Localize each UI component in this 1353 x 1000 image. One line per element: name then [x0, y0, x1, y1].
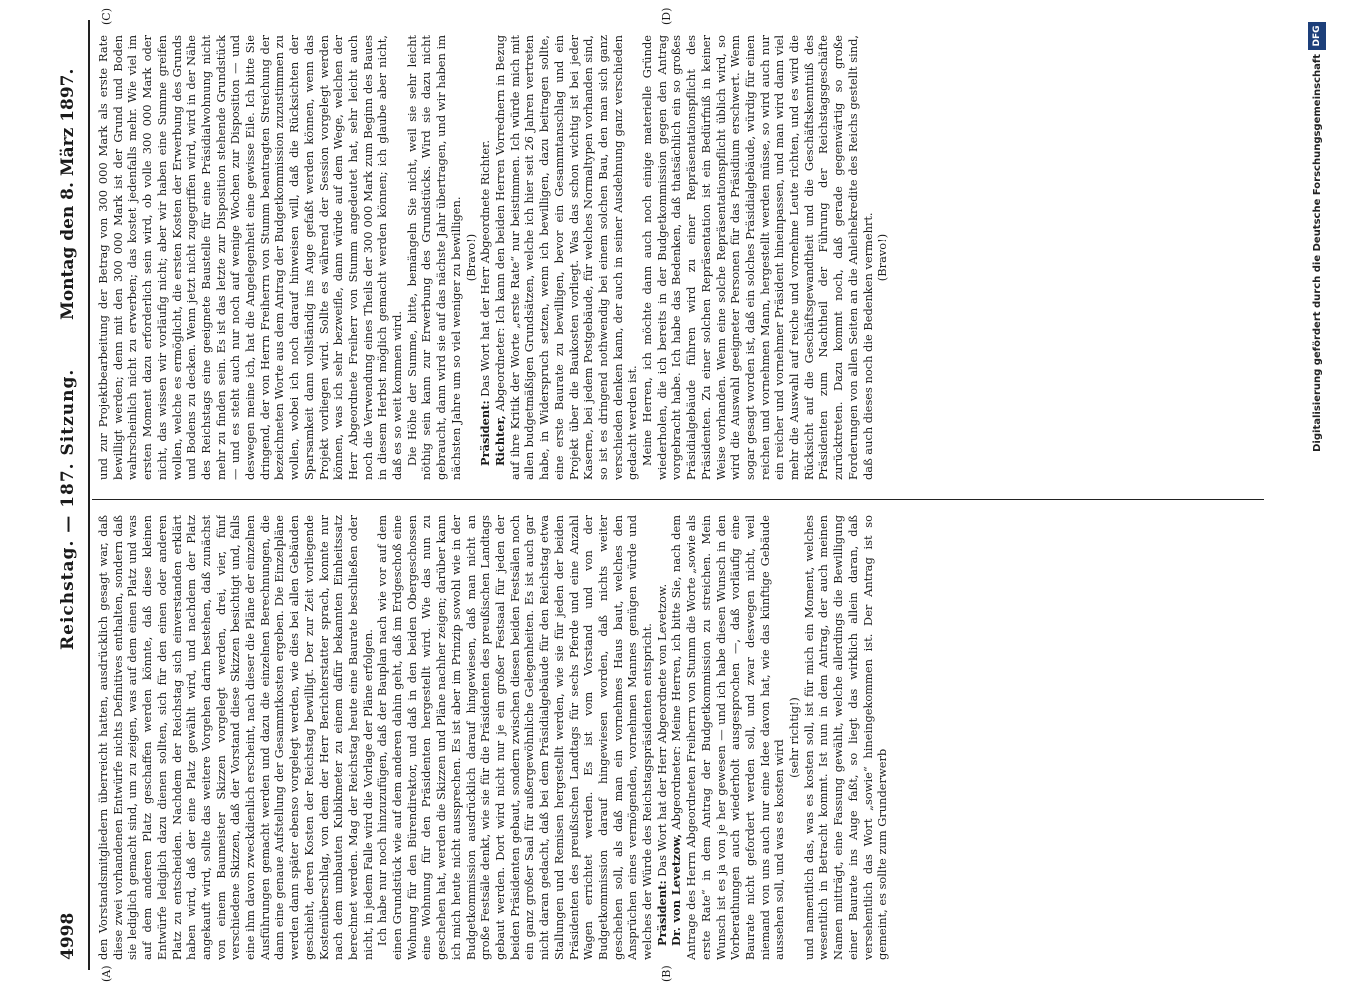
speaker-paragraph: [493, 35, 640, 480]
page-number: 4998: [58, 912, 78, 960]
speaker-label: Präsident:: [654, 880, 669, 946]
paragraph: und namentlich das, was es kosten soll, ist für mich ein Moment, welches wesentlich in Betracht kommt. Ist nun in dem Antrag, der auch meinen Namen mitträgt, eine Fassung gewählt, welche allerdings die Bewilligung einer Baurate ins Auge faßt, so liegt das wirklich allein daran, daß versehentlich das Wort „sowie“ hineingekommen ist. Der Antrag ist so gemeint, es sollte zum Grunderwerb: [801, 515, 890, 960]
paragraph: Ich habe nur noch hinzuzufügen, daß der Bauplan nach wie vor auf dem einen Grundstück wie auf dem anderen dahin geht, daß im Erdgeschoß eine Wohnung für den Bürendirektor, und daß in den beiden Obergeschossen eine Wohnung für den Präsidenten hergestellt wird. Wie das nun zu geschehen hat, werden die Skizzen und Pläne nachher zeigen; darüber kann ich mich heute nicht aussprechen. Es ist aber im Prinzip sowohl wie in der Budgetkommission ausdrücklich darauf hingewiesen, daß man nicht an große Festsäle denkt, wie sie für die Präsidenten des preußischen Landtags gebaut werden. Dort wird nicht nur je ein großer Festsaal für jeden der beiden Präsidenten gebaut, sondern zwischen diesen beiden Festsälen noch ein ganz großer Saal für außergewöhnliche Gelegenheiten. Es ist auch gar nicht daran gedacht, daß bei dem Präsidialgebäude für den Reichstag etwa Stallungen und Remisen hergestellt werden, wie sie für jeden der beiden Präsidenten des preußischen Landtags für sechs Pferde und eine Anzahl Wagen errichtet werden. Es ist vom Vorstand und von der Budgetkommission darauf hingewiesen worden, daß nichts weiter geschehen soll, als daß man ein vornehmes Haus baut, welches den Ansprüchen eines vermögenden, vornehmen Mannes genügen würde und welches der Würde des Reichstagspräsidenten entspricht.: [375, 515, 655, 960]
interjection: (Bravo!): [875, 233, 890, 282]
margin-marker-a: (A): [100, 965, 113, 982]
digitization-credit: [1306, 20, 1332, 960]
paragraph: und zur Projektbearbeitung der Betrag von 300 000 Mark als erste Rate bewilligt werden; denn mit den 300 000 Mark ist der Grund und Boden wahrscheinlich nicht zu erwerben; das kostet jedenfalls mehr. Wie viel im ersten Moment dazu erforderlich sein wird, ob volle 300 000 Mark oder nicht, das wissen wir vorläufig nicht; aber wir haben eine Summe greifen wollen, welche es ermöglicht, die ersten Kosten der Erwerbung des Grunds und Bodens zu decken. Wenn jetzt nicht zugegriffen wird, wird in der Nähe des Reichstags eine geeignete Baustelle für eine Präsidialwohnung nicht mehr zu finden sein. Es ist das letzte zur Disposition stehende Grundstück — und es steht auch nur noch auf wenige Wochen zur Disposition — und deswegen meine ich, hat die Angelegenheit eine gewisse Eile. Ich bitte Sie dringend, der von Herrn Freiherrn von Stumm beantragten Streichung der bezeichneten Worte aus dem Antrag der Budgetkommission zuzustimmen zu wollen, wobei ich noch darauf hinweisen will, daß die Rücksichten der Sparsamkeit dann vollständig ins Auge gefaßt werden können, wenn das Projekt vorliegen wird. Sollte es während der Session vorgelegt werden können, was ich sehr bezweifle, dann würde auf dem Wege, welchen der Herr Abgeordnete Freiherr von Stumm angedeutet hat, sehr leicht auch noch die Verwendung eines Theils der 300 000 Mark zum Beginn des Baues in diesem Herbst möglich gemacht werden können; ich glaube aber nicht, daß es so weit kommen wird.: [96, 35, 405, 480]
credit-text: Digitalisierung gefördert durch die Deutsche Forschungsgemeinschaft: [1312, 54, 1323, 452]
speaker-name: Richter,: [492, 415, 507, 466]
left-column: [96, 515, 1266, 960]
speaker-paragraph: [655, 515, 670, 960]
header-rule: [88, 20, 90, 970]
paragraph-text: Das Wort hat der Herr Abgeordnete Richter.: [478, 140, 493, 397]
page-header: [50, 10, 86, 980]
margin-marker-c: (C): [100, 8, 113, 25]
speaker-paragraph: [669, 515, 787, 960]
paragraph-text: Abgeordneter: Ich kann den beiden Herren Vorrednern in Bezug auf ihre Kritik der Worte „erste Rate“ nur beistimmen. Ich würde mich mit allen budgetmäßigen Grundsätzen, welche ich hier seit 26 Jahren vertreten habe, in Widerspruch setzen, wenn ich bewilligen, dazu beitragen sollte, eine erste Baurate zu bewilligen, bevor ein Gesammtanschlag und ein Projekt über die Baukosten vorliegt. Was das schon wichtig ist bei jeder Kaserne, bei jedem Postgebäude, für welches Normaltypen vorhanden sind, so ist es dringend nothwendig bei einem solchen Bau, den man sich ganz verschieden denken kann, der auch in seiner Ausdehnung ganz verschieden gedacht werden ist.: [492, 35, 640, 480]
dfg-logo: DFG: [1308, 22, 1326, 50]
speaker-paragraph: [478, 35, 493, 480]
paragraph-text: Das Wort hat der Herr Abgeordnete von Levetzow.: [654, 583, 669, 877]
right-column: [96, 35, 1266, 480]
interjection: (sehr richtig!): [787, 697, 802, 778]
session-date: Montag den 8. März 1897.: [58, 68, 78, 320]
margin-marker-d: (D): [660, 7, 673, 25]
speaker-label: Präsident:: [478, 400, 493, 466]
paragraph: Die Höhe der Summe, bitte, bemängeln Sie nicht, weil sie sehr leicht nöthig sein kann zur Erwerbung des Grundstücks. Wird sie dazu nicht gebraucht, dann wird sie auf das nächste Jahr übertragen, und wir haben im nächsten Jahre um so viel weniger zu bewilligen.: [404, 35, 463, 480]
paragraph-text: Abgeordneter: Meine Herren, ich bitte Sie, nach dem Antrage des Herrn Abgeordneten Freiherrn von Stumm die Worte „sowie als erste Rate“ in dem Antrag der Budgetkommission zu streichen. Mein Wunsch ist es ja von je her gewesen — und ich habe diesen Wunsch in den Vorberathungen auch wiederholt ausgesprochen —, daß vorläufig eine Baurate nicht gefordert werden soll, und zwar deswegen nicht, weil niemand von uns auch nur eine Idee davon hat, wie das künftige Gebäude aussehen soll, und was es kosten wird: [669, 515, 787, 960]
speaker-name: Dr. von Levetzow,: [669, 833, 684, 946]
paragraph: den Vorstandsmitgliedern überreicht hatten, ausdrücklich gesagt war, daß diese zwei vorhandenen Entwürfe nichts Definitives enthalten, sondern daß sie lediglich gemacht sind, um zu zeigen, was auf dem einen Platz und was auf dem anderen Platz geschaffen werden könnte, daß diese kleinen Entwürfe lediglich dazu dienen sollten, sich für den einen oder anderen Platz zu entscheiden. Nachdem der Reichstag sich einverstanden erklärt haben wird, daß der eine Platz gewählt wird, und nachdem der Platz angekauft wird, sollte das weitere Vorgehen darin bestehen, daß zunächst von einem Baumeister Skizzen vorgelegt werden, drei, vier, fünf verschiedene Skizzen, daß der Vorstand diese Skizzen besichtigt und, falls eine ihm davon zweckdienlich erscheint, nach dieser die Pläne der einzelnen Ausführungen gemacht werden und dazu die einzelnen Berechnungen, die dann eine genaue Aufstellung der Gesammtkosten ergeben. Die Einzelpläne werden dann später ebenso vorgelegt werden, wie dies bei allen Gebäuden geschieht, deren Kosten der Reichstag bewilligt. Der zur Zeit vorliegende Kostenüberschlag, von dem der Herr Berichterstatter sprach, konnte nur nach dem umbauten Kubikmeter zu einem dafür bekannten Einheitssatz berechnet werden. Mag der Reichstag heute eine Baurate beschließen oder nicht, in jedem Falle wird die Vorlage der Pläne erfolgen.: [96, 515, 375, 960]
column-divider: [92, 499, 1264, 500]
paragraph: Meine Herren, ich möchte dann auch noch einige materielle Gründe wiederholen, die ich bereits in der Budgetkommission gegen den Antrag vorgebracht habe. Ich habe das Bedenken, daß thatsächlich ein so großes Präsidialgebäude führen wird zu einer Repräsentationspflicht des Präsidenten. Zu einer solchen Repräsentation ist ein Bedürfniß in keiner Weise vorhanden. Wenn eine solche Repräsentationspflicht üblich wird, so wird die Auswahl geeigneter Personen für das Präsidium erschwert. Wenn sogar gesagt worden ist, daß ein solches Präsidialgebäude, würdig für einen reichen und vornehmen Mann, hergestellt werden müsse, so wird auch nur ein reicher und vornehmer Präsident hineinpassen, und man wird dann viel mehr die Auswahl auf reiche und vornehme Leute richten, und es wird die Rücksicht auf die Geschäftsgewandtheit und die Geschäftskenntniß des Präsidenten zum Nachtheil der Führung der Reichstagsgeschäfte zurücktreten. Dazu kommt noch, daß gerade gegenwärtig so große Forderungen von allen Seiten an die Anleihekredite des Reichs gestellt sind, daß auch dieses noch die Bedenken vermehrt.: [640, 35, 875, 480]
page-title: Reichstag. — 187. Sitzung.: [58, 368, 78, 650]
margin-marker-b: (B): [660, 965, 673, 982]
interjection: (Bravo!): [463, 233, 478, 282]
